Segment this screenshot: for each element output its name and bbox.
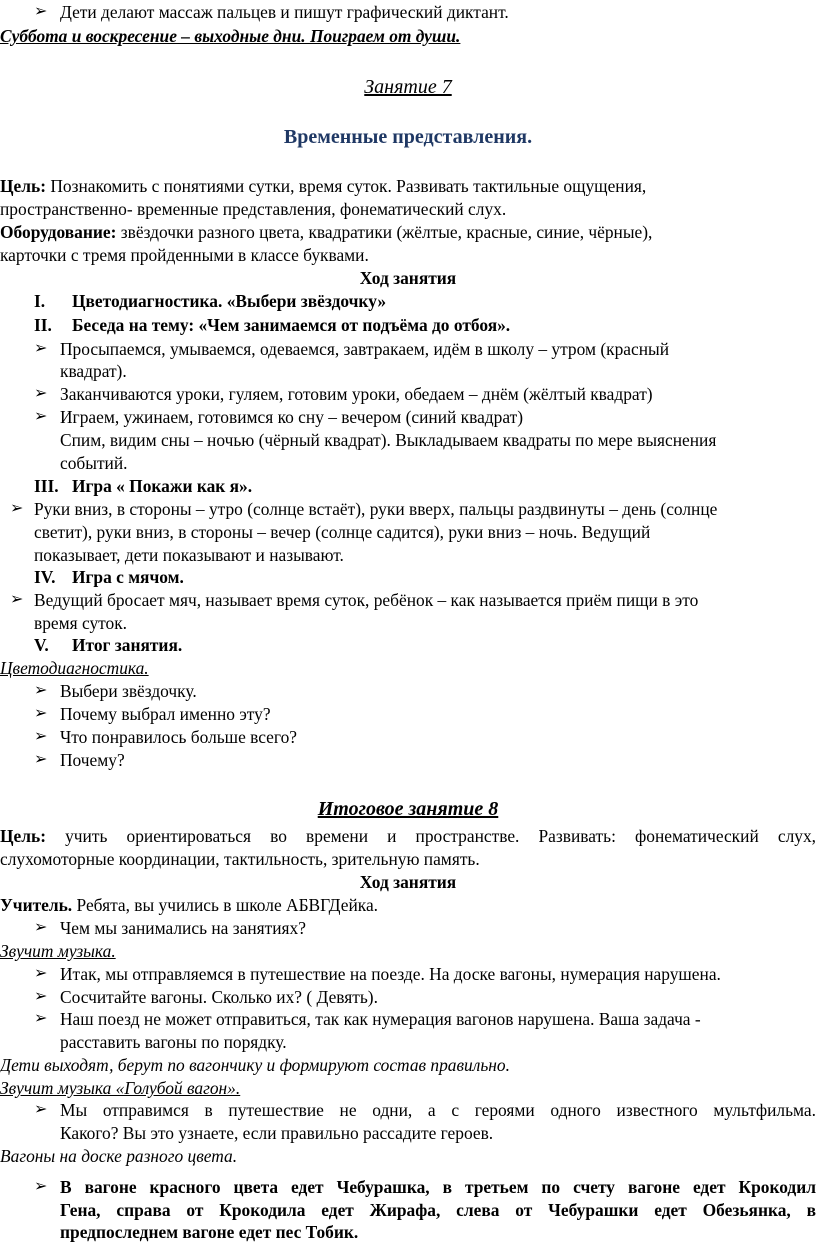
list-item: Выбери звёздочку. [60,681,197,701]
lesson7-goal-cont: пространственно- временные представления, фонематический слух. [0,199,507,219]
music-note: Звучит музыка. [0,941,116,961]
bullet-arrow-icon: ➢ [34,728,48,745]
section-number: III. [34,476,59,496]
list-item-cont: предпоследнем вагоне едет пес Тобик. [60,1222,359,1242]
section-title: Беседа на тему: «Чем занимаемся от подъёма до отбоя». [72,315,511,335]
list-item-cont: Спим, видим сны – ночью (чёрный квадрат). Выкладываем квадраты по мере выяснения [60,430,717,450]
section-title: Итог занятия. [72,635,183,655]
equipment-label: Оборудование: [0,222,117,242]
section-title: Игра « Покажи как я». [72,476,253,496]
kids-instruction: Дети выходят, берут по вагончику и формируют состав правильно. [0,1055,510,1075]
lesson8-title: Итоговое занятие 8 [317,798,499,820]
lesson7-equipment [0,221,652,243]
bullet-arrow-icon: ➢ [34,385,48,402]
section-title: Игра с мячом. [72,567,184,587]
section-title: Цветодиагностика. «Выбери звёздочку» [72,291,387,311]
bullet-arrow-icon: ➢ [34,751,48,768]
lesson7-subtitle: Временные представления. [283,126,533,148]
list-item-cont: квадрат). [60,361,127,381]
color-diagnostics-label: Цветодиагностика. [0,658,149,678]
section-number: II. [34,315,52,335]
bullet-arrow-icon: ➢ [34,1101,48,1118]
list-item-cont: событий. [60,453,128,473]
list-item: Руки вниз, в стороны – утро (солнце встаёт), руки вверх, пальцы раздвинуты – день (солнце [34,499,718,519]
bullet-arrow-icon: ➢ [34,919,48,936]
list-item-cont: время суток. [34,613,128,633]
list-item: Дети делают массаж пальцев и пишут графический диктант. [60,2,509,22]
section-number: V. [34,635,49,655]
list-item: Играем, ужинаем, готовимся ко сну – вечером (синий квадрат) [60,407,524,427]
weekend-note: Суббота и воскресение – выходные дни. Поиграем от души. [0,26,461,46]
section-number: IV. [34,567,56,587]
list-item-cont: светит), руки вниз, в стороны – вечер (солнце садится), руки вниз – ночь. Ведущий [34,522,651,542]
list-item: Заканчиваются уроки, гуляем, готовим уроки, обедаем – днём (жёлтый квадрат) [60,384,653,404]
list-item-cont: Гена, справа от Крокодила едет Жирафа, слева от Чебурашки едет Обезьянка, в [60,1200,816,1220]
lesson7-goal [0,175,646,197]
bullet-arrow-icon: ➢ [34,1010,48,1027]
teacher-line [0,894,378,916]
list-item: Сосчитайте вагоны. Сколько их? ( Девять). [60,987,378,1007]
bullet-arrow-icon: ➢ [34,965,48,982]
list-item: Просыпаемся, умываемся, одеваемся, завтракаем, идём в школу – утром (красный [60,339,670,359]
list-item: Наш поезд не может отправиться, так как нумерация вагонов нарушена. Ваша задача - [60,1009,701,1029]
wagons-note: Вагоны на доске разного цвета. [0,1146,238,1166]
list-item: Почему? [60,750,125,770]
bullet-arrow-icon: ➢ [34,682,48,699]
list-item-cont: Какого? Вы это узнаете, если правильно рассадите героев. [60,1123,494,1143]
list-item: Чем мы занимались на занятиях? [60,918,306,938]
list-item-cont: расставить вагоны по порядку. [60,1032,287,1052]
goal-text: Познакомить с понятиями сутки, время суток. Развивать тактильные ощущения, [46,176,647,196]
lesson8-goal-cont: слухомоторные координации, тактильность, зрительную память. [0,849,480,869]
list-item: Мы отправимся в путешествие не одни, а с героями одного известного мультфильма. [60,1100,816,1120]
lesson7-progress-heading: Ход занятия [359,268,457,288]
section-number: I. [34,291,46,311]
lesson7-title: Занятие 7 [364,76,452,98]
list-item: Ведущий бросает мяч, называет время суток, ребёнок – как называется приём пищи в это [34,590,699,610]
lesson8-progress-heading: Ход занятия [359,872,457,892]
equipment-text: звёздочки разного цвета, квадратики (жёлтые, красные, синие, чёрные), [116,222,653,242]
bullet-arrow-icon: ➢ [34,705,48,722]
list-item: Итак, мы отправляемся в путешествие на поезде. На доске вагоны, нумерация нарушена. [60,964,721,984]
bullet-arrow-icon: ➢ [34,340,48,357]
teacher-label: Учитель. [0,895,73,915]
goal-text: учить ориентироваться во времени и пространстве. Развивать: фонематический слух, [46,826,816,846]
bullet-arrow-icon: ➢ [34,1178,48,1195]
lesson8-goal [0,825,816,847]
lesson7-equipment-cont: карточки с тремя пройденными в классе буквами. [0,245,369,265]
list-item: В вагоне красного цвета едет Чебурашка, в третьем по счету вагоне едет Крокодил [60,1177,816,1197]
bullet-arrow-icon: ➢ [10,500,24,517]
bullet-arrow-icon: ➢ [34,408,48,425]
music-note: Звучит музыка «Голубой вагон». [0,1078,241,1098]
goal-label: Цель: [0,176,46,196]
bullet-arrow-icon: ➢ [34,988,48,1005]
list-item-cont: показывает, дети показывают и называют. [34,545,344,565]
list-item: Что понравилось больше всего? [60,727,298,747]
bullet-arrow-icon: ➢ [10,591,24,608]
list-item: Почему выбрал именно эту? [60,704,271,724]
teacher-text: Ребята, вы учились в школе АБВГДейка. [72,895,379,915]
bullet-arrow-icon: ➢ [34,3,48,20]
goal-label: Цель: [0,826,46,846]
